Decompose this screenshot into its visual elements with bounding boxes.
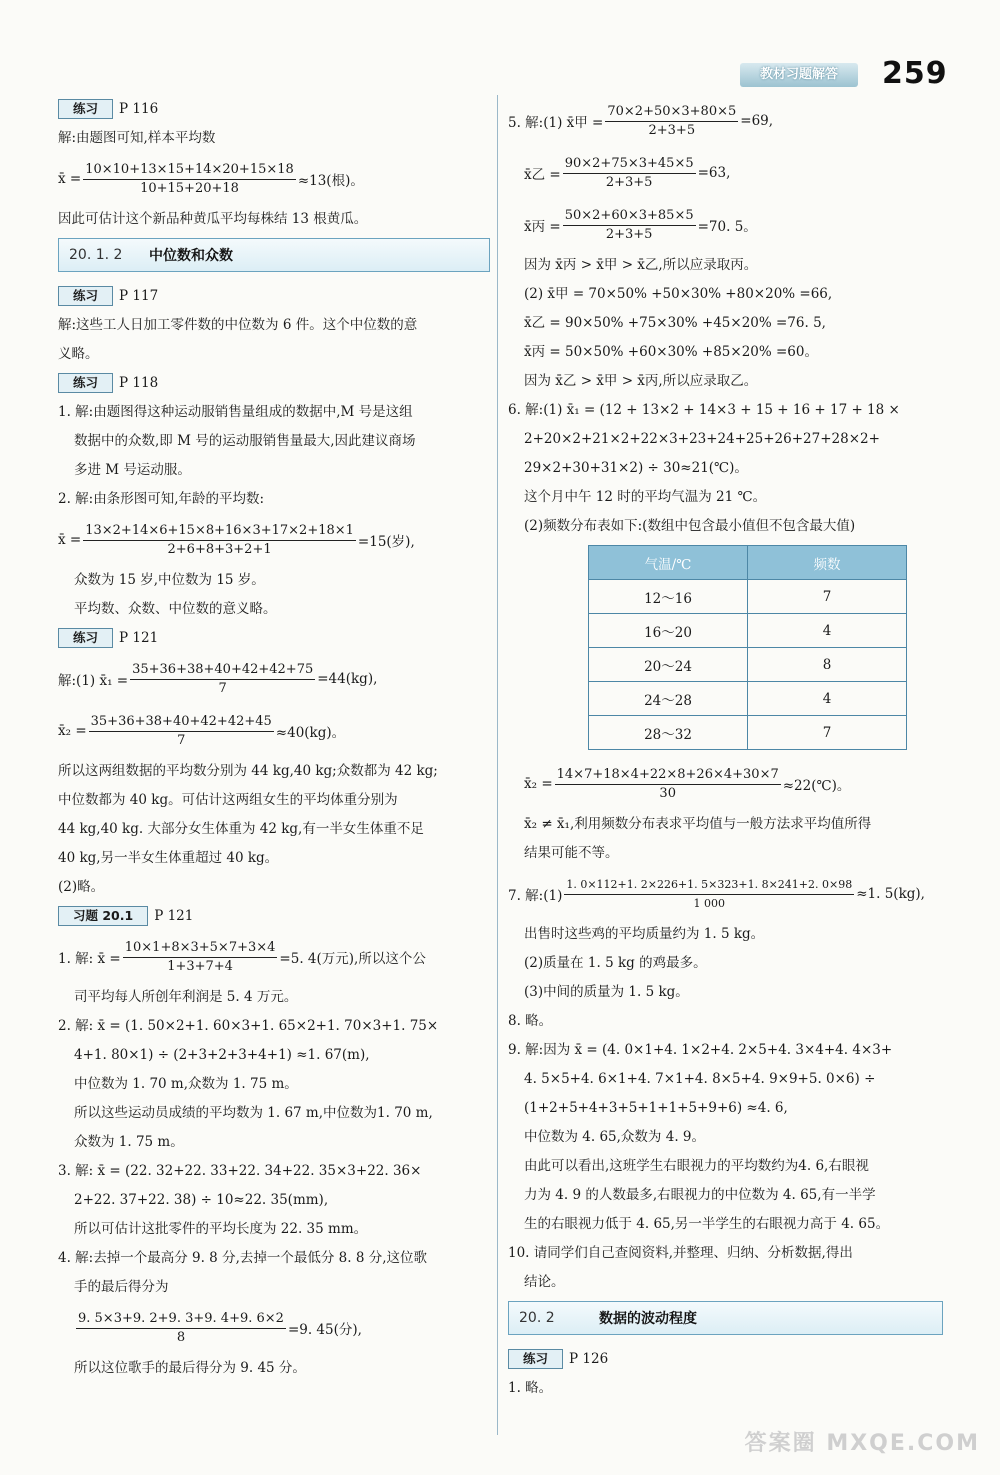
table-cell: 28～32 — [589, 716, 748, 750]
text-line: 所以这两组数据的平均数分别为 44 kg,40 kg;众数都为 42 kg; — [58, 763, 438, 779]
text-line: 9. 解:因为 x̄ = (4. 0×1+4. 1×2+4. 2×5+4. 3×4+4. 4×3+ — [508, 1042, 893, 1058]
formula: 1. 解: x̄ = $\frac{10\times 1+8\times 3+5\times 7+3\times 4}{1+3+7+4}$ =5. 4(万元),所以这个公 — [58, 939, 426, 974]
text-line: 所以这些运动员成绩的平均数为 1. 67 m,中位数为1. 70 m, — [74, 1105, 433, 1121]
text-line: 2+20×2+21×2+22×3+23+24+25+26+27+28×2+ — [524, 431, 880, 447]
page-number: 259 — [882, 56, 948, 91]
text-line: 2. 解:由条形图可知,年龄的平均数: — [58, 491, 265, 507]
table-header: 气温/℃ — [589, 546, 748, 580]
table-cell: 7 — [748, 580, 907, 614]
formula: 7. 解:(1) $\frac{1. 0\times 112+1. 2\times 226+1. 5\times 323+1. 8\times 241+2. 0\times 98}{1 000}$ ≈1. 5(kg), — [508, 877, 925, 910]
text-line: 出售时这些鸡的平均质量约为 1. 5 kg。 — [524, 926, 765, 942]
text-line: (2)质量在 1. 5 kg 的鸡最多。 — [524, 955, 707, 971]
page-ref: P 116 — [119, 101, 159, 117]
text-line: 中位数都为 40 kg。可估计这两组女生的平均体重分别为 — [58, 792, 398, 808]
exercise-tag: 练习 — [508, 1349, 563, 1369]
text-line: 手的最后得分为 — [74, 1279, 169, 1295]
formula: x̄丙 = $\frac{50\times 2+60\times 3+85\times 5}{2+3+5}$ =70. 5。 — [524, 207, 757, 242]
text-line: 力为 4. 9 的人数最多,右眼视力的中位数为 4. 65,有一半学 — [524, 1187, 876, 1203]
exercise-header: 练习 P 117 — [58, 282, 490, 311]
table-row — [589, 648, 907, 682]
text-line: 44 kg,40 kg. 大部分女生体重为 42 kg,有一半女生体重不足 — [58, 821, 424, 837]
text-line: 1. 解:由题图得这种运动服销售量组成的数据中,M 号是这组 — [58, 404, 413, 420]
formula: 5. 解:(1) x̄甲 = $\frac{70\times 2+50\times 3+80\times 5}{2+3+5}$ =69, — [508, 103, 774, 138]
text-line: 所以这位歌手的最后得分为 9. 45 分。 — [74, 1360, 306, 1376]
text-line: 众数为 1. 75 m。 — [74, 1134, 184, 1150]
text-line: 义略。 — [58, 346, 99, 362]
formula: x̄ = $\frac{13\times 2+14\times 6+15\times 8+16\times 3+17\times 2+18\times 1}{2+6+8+3+2+1}$ =15(岁), — [58, 522, 415, 557]
section-header: 20. 1. 2 中位数和众数 — [58, 238, 490, 272]
text-line: x̄₂ ≠ x̄₁,利用频数分布表求平均值与一般方法求平均值所得 — [524, 816, 872, 832]
table-row — [589, 580, 907, 614]
right-column — [508, 95, 943, 1403]
text-line: (2)略。 — [58, 879, 105, 895]
text-line: 解:由题图可知,样本平均数 — [58, 130, 216, 146]
text-line: (1+2+5+4+3+5+1+1+5+9+6) ≈4. 6, — [524, 1100, 788, 1116]
text-line: (2)频数分布表如下:(数组中包含最小值但不包含最大值) — [524, 518, 856, 534]
text-line: 平均数、众数、中位数的意义略。 — [74, 601, 277, 617]
watermark: 答案圈 MXQE.COM — [744, 1431, 980, 1456]
text-line: 数据中的众数,即 M 号的运动服销售量最大,因此建议商场 — [74, 433, 416, 449]
exercise-header: 练习 P 126 — [508, 1345, 943, 1374]
text-line: (2) x̄甲 = 70×50% +50×30% +80×20% =66, — [524, 286, 833, 302]
text-line: 因此可估计这个新品种黄瓜平均每株结 13 根黄瓜。 — [58, 211, 368, 227]
text-line: 因为 x̄乙 > x̄甲 > x̄丙,所以应录取乙。 — [524, 373, 758, 389]
text-line: 众数为 15 岁,中位数为 15 岁。 — [74, 572, 265, 588]
exercise-tag: 练习 — [58, 286, 113, 306]
text-line: 结果可能不等。 — [524, 845, 619, 861]
text-line: 所以可估计这批零件的平均长度为 22. 35 mm。 — [74, 1221, 368, 1237]
text-line: 生的右眼视力低于 4. 65,另一半学生的右眼视力高于 4. 65。 — [524, 1216, 890, 1232]
text-line: 中位数为 1. 70 m,众数为 1. 75 m。 — [74, 1076, 298, 1092]
exercise-tag: 练习 — [58, 373, 113, 393]
text-line: 这个月中午 12 时的平均气温为 21 ℃。 — [524, 489, 767, 505]
exercise-tag: 练习 — [58, 99, 113, 119]
table-cell: 12～16 — [589, 580, 748, 614]
text-line: 6. 解:(1) x̄₁ = (12 + 13×2 + 14×3 + 15 + 16 + 17 + 18 × — [508, 402, 900, 418]
text-line: 多进 M 号运动服。 — [74, 462, 191, 478]
text-line: 由此可以看出,这班学生右眼视力的平均数约为4. 6,右眼视 — [524, 1158, 869, 1174]
table-header-row — [589, 546, 907, 580]
text-line: 8. 略。 — [508, 1013, 553, 1029]
text-line: 3. 解: x̄ = (22. 32+22. 33+22. 34+22. 35×3+22. 36× — [58, 1163, 422, 1179]
text-line: 中位数为 4. 65,众数为 4. 9。 — [524, 1129, 705, 1145]
text-line: 司平均每人所创年利润是 5. 4 万元。 — [74, 989, 298, 1005]
formula: 解:(1) x̄₁ = $\frac{35+36+38+40+42+42+75}{7}$ =44(kg), — [58, 661, 378, 696]
text-line: x̄乙 = 90×50% +75×30% +45×20% =76. 5, — [524, 315, 826, 331]
text-line: x̄丙 = 50×50% +60×30% +85×20% =60。 — [524, 344, 818, 360]
formula: x̄乙 = $\frac{90\times 2+75\times 3+45\times 5}{2+3+5}$ =63, — [524, 155, 731, 190]
text-line: 结论。 — [524, 1274, 565, 1290]
exercise-header: 练习 P 121 — [58, 624, 490, 653]
formula: x̄ = $\frac{10\times 10+13\times 15+14\times 20+15\times 18}{10+15+20+18}$ ≈13(根)。 — [58, 161, 364, 196]
text-line: 10. 请同学们自己查阅资料,并整理、归纳、分析数据,得出 — [508, 1245, 853, 1261]
table-cell: 8 — [748, 648, 907, 682]
table-row — [589, 716, 907, 750]
exercise-header: 练习 P 118 — [58, 369, 490, 398]
formula: x̄₂ = $\frac{35+36+38+40+42+42+45}{7}$ ≈40(kg)。 — [58, 713, 346, 748]
text-line: 4+1. 80×1) ÷ (2+3+2+3+4+1) ≈1. 67(m), — [74, 1047, 370, 1063]
column-divider — [497, 95, 498, 1435]
text-line: 4. 5×5+4. 6×1+4. 7×1+4. 8×5+4. 9×9+5. 0×6) ÷ — [524, 1071, 876, 1087]
frequency-table — [588, 545, 907, 750]
text-line: 29×2+30+31×2) ÷ 30≈21(℃)。 — [524, 460, 748, 476]
table-cell: 20～24 — [589, 648, 748, 682]
table-cell: 24～28 — [589, 682, 748, 716]
text-line: 1. 略。 — [508, 1380, 553, 1396]
formula: $\frac{9. 5\times 3+9. 2+9. 3+9. 4+9. 6\times 2}{8}$ =9. 45(分), — [78, 1310, 362, 1345]
table-row — [589, 614, 907, 648]
exercise-header — [58, 95, 490, 124]
exercise-header: 习题 20.1 P 121 — [58, 902, 490, 931]
table-cell: 7 — [748, 716, 907, 750]
table-cell: 16～20 — [589, 614, 748, 648]
formula: x̄₂ = $\frac{14\times 7+18\times 4+22\times 8+26\times 4+30\times 7}{30}$ ≈22(℃)。 — [524, 766, 851, 801]
left-column — [58, 95, 490, 1383]
header-tag: 教材习题解答 — [740, 63, 858, 87]
text-line: (3)中间的质量为 1. 5 kg。 — [524, 984, 689, 1000]
table-row — [589, 682, 907, 716]
exercise-tag: 习题 20.1 — [58, 906, 148, 926]
table-cell: 4 — [748, 614, 907, 648]
table-cell: 4 — [748, 682, 907, 716]
text-line: 解:这些工人日加工零件数的中位数为 6 件。这个中位数的意 — [58, 317, 418, 333]
text-line: 因为 x̄丙 > x̄甲 > x̄乙,所以应录取丙。 — [524, 257, 758, 273]
text-line: 40 kg,另一半女生体重超过 40 kg。 — [58, 850, 279, 866]
text-line: 4. 解:去掉一个最高分 9. 8 分,去掉一个最低分 8. 8 分,这位歌 — [58, 1250, 427, 1266]
text-line: 2+22. 37+22. 38) ÷ 10≈22. 35(mm), — [74, 1192, 329, 1208]
text-line: 2. 解: x̄ = (1. 50×2+1. 60×3+1. 65×2+1. 70×3+1. 75× — [58, 1018, 439, 1034]
section-header: 20. 2 数据的波动程度 — [508, 1301, 943, 1335]
exercise-tag: 练习 — [58, 628, 113, 648]
table-header: 频数 — [748, 546, 907, 580]
